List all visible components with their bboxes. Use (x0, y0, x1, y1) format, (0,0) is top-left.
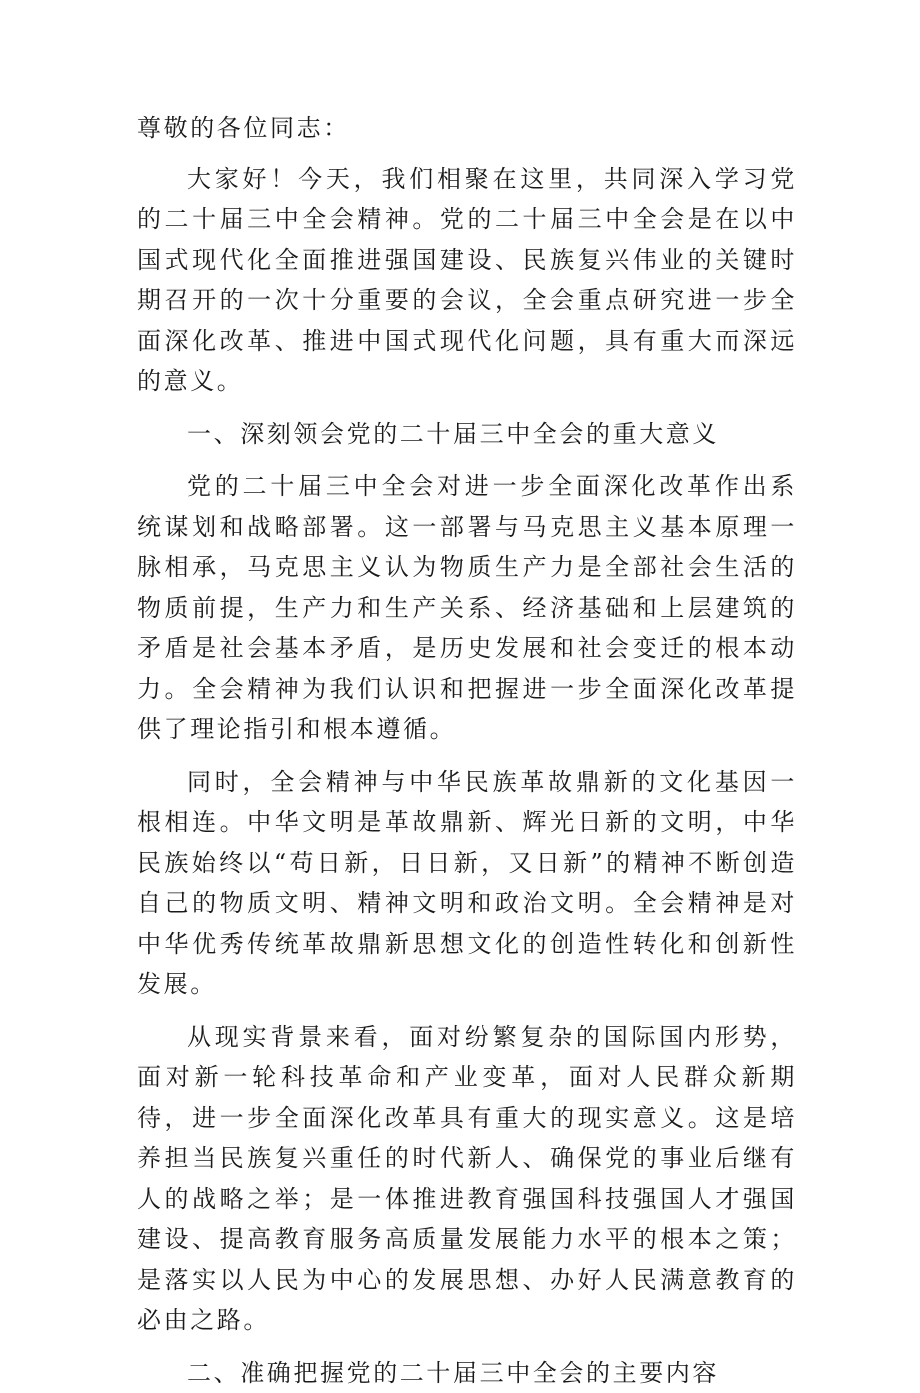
document-body (137, 108, 797, 1393)
section-heading-2: 二、准确把握党的二十届三中全会的主要内容 (137, 1353, 797, 1393)
body-paragraph-culture: 同时，全会精神与中华民族革故鼎新的文化基因一根相连。中华文明是革故鼎新、辉光日新的文明，中华民族始终以“苟日新，日日新，又日新”的精神不断创造自己的物质文明、精神文明和政治文明。全会精神是对中华优秀传统革故鼎新思想文化的创造性转化和创新性发展。 (137, 762, 797, 1005)
body-paragraph-reality: 从现实背景来看，面对纷繁复杂的国际国内形势，面对新一轮科技革命和产业变革，面对人民群众新期待，进一步全面深化改革具有重大的现实意义。这是培养担当民族复兴重任的时代新人、确保党的事业后继有人的战略之举；是一体推进教育强国科技强国人才强国建设、提高教育服务高质量发展能力水平的根本之策；是落实以人民为中心的发展思想、办好人民满意教育的必由之路。 (137, 1017, 797, 1341)
section-heading-1: 一、深刻领会党的二十届三中全会的重大意义 (137, 414, 797, 455)
body-paragraph-theory: 党的二十届三中全会对进一步全面深化改革作出系统谋划和战略部署。这一部署与马克思主义基本原理一脉相承，马克思主义认为物质生产力是全部社会生活的物质前提，生产力和生产关系、经济基础和上层建筑的矛盾是社会基本矛盾，是历史发展和社会变迁的根本动力。全会精神为我们认识和把握进一步全面深化改革提供了理论指引和根本遵循。 (137, 466, 797, 750)
salutation: 尊敬的各位同志： (137, 108, 797, 149)
opening-paragraph: 大家好！今天，我们相聚在这里，共同深入学习党的二十届三中全会精神。党的二十届三中全会是在以中国式现代化全面推进强国建设、民族复兴伟业的关键时期召开的一次十分重要的会议，全会重点研究进一步全面深化改革、推进中国式现代化问题，具有重大而深远的意义。 (137, 159, 797, 402)
